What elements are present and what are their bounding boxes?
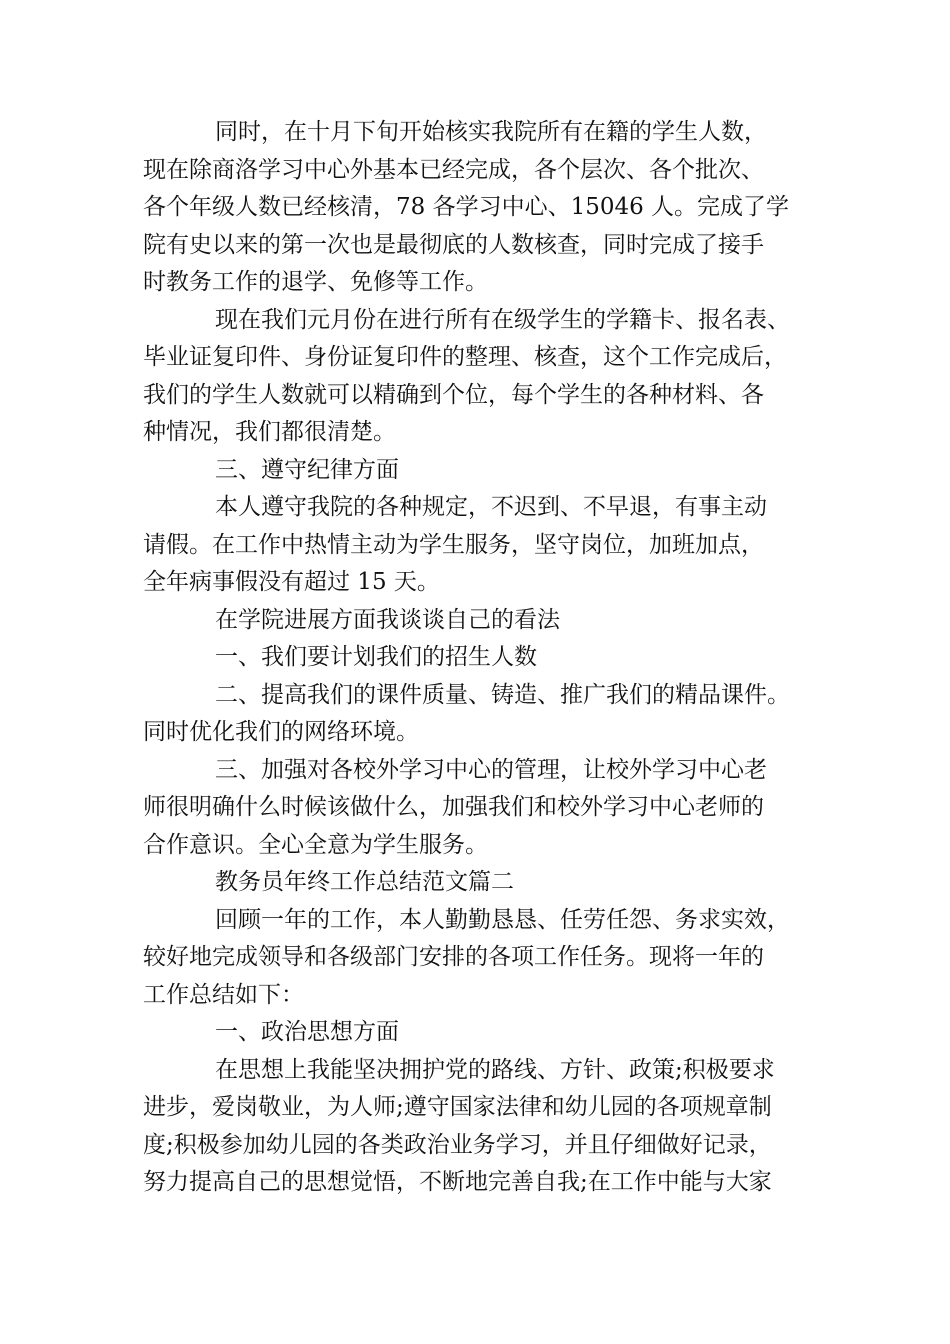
text-line: 进步，爱岗敬业，为人师;遵守国家法律和幼儿园的各项规章制 (143, 1094, 772, 1120)
text-line: 我们的学生人数就可以精确到个位，每个学生的各种材料、各 (143, 381, 764, 408)
text-line: 毕业证复印件、身份证复印件的整理、核查，这个工作完成后， (143, 344, 787, 370)
text-line: 努力提高自己的思想觉悟，不断地完善自我;在工作中能与大家 (143, 1169, 772, 1195)
text-line: 工作总结如下： (143, 981, 304, 1008)
text-line: 同时，在十月下旬开始核实我院所有在籍的学生人数， (215, 119, 767, 145)
list-item: 三、加强对各校外学习中心的管理，让校外学习中心老 (215, 756, 767, 783)
list-item: 二、提高我们的课件质量、铸造、推广我们的精品课件。 (215, 681, 790, 708)
section-title: 教务员年终工作总结范文篇二 (215, 869, 514, 895)
text-line: 请假。在工作中热情主动为学生服务，坚守岗位，加班加点， (143, 531, 764, 558)
text-line: 本人遵守我院的各种规定，不迟到、不早退，有事主动 (215, 494, 767, 520)
text-line: 回顾一年的工作，本人勤勤恳恳、任劳任怨、务求实效， (215, 906, 790, 933)
text-line: 同时优化我们的网络环境。 (143, 719, 419, 745)
text-line: 种情况，我们都很清楚。 (143, 419, 396, 445)
section-heading: 一、政治思想方面 (215, 1019, 399, 1045)
text-line: 各个年级人数已经核清，78 各学习中心、15046 人。完成了学 (143, 194, 790, 220)
text-line: 现在除商洛学习中心外基本已经完成，各个层次、各个批次、 (143, 156, 764, 183)
text-line: 现在我们元月份在进行所有在级学生的学籍卡、报名表、 (215, 306, 790, 333)
section-heading: 在学院进展方面我谈谈自己的看法 (215, 606, 560, 633)
document-body (143, 114, 807, 1202)
text-line: 在思想上我能坚决拥护党的路线、方针、政策;积极要求 (215, 1056, 775, 1083)
text-line: 院有史以来的第一次也是最彻底的人数核查，同时完成了接手 (143, 231, 764, 258)
text-line: 师很明确什么时候该做什么，加强我们和校外学习中心老师的 (143, 794, 764, 820)
section-heading: 三、遵守纪律方面 (215, 456, 399, 483)
text-line: 度;积极参加幼儿园的各类政治业务学习，并且仔细做好记录， (143, 1131, 772, 1158)
text-line: 较好地完成领导和各级部门安排的各项工作任务。现将一年的 (143, 944, 764, 970)
text-line: 全年病事假没有超过 15 天。 (143, 569, 440, 595)
list-item: 一、我们要计划我们的招生人数 (215, 644, 537, 670)
text-line: 时教务工作的退学、免修等工作。 (143, 269, 488, 295)
text-line: 合作意识。全心全意为学生服务。 (143, 831, 488, 858)
